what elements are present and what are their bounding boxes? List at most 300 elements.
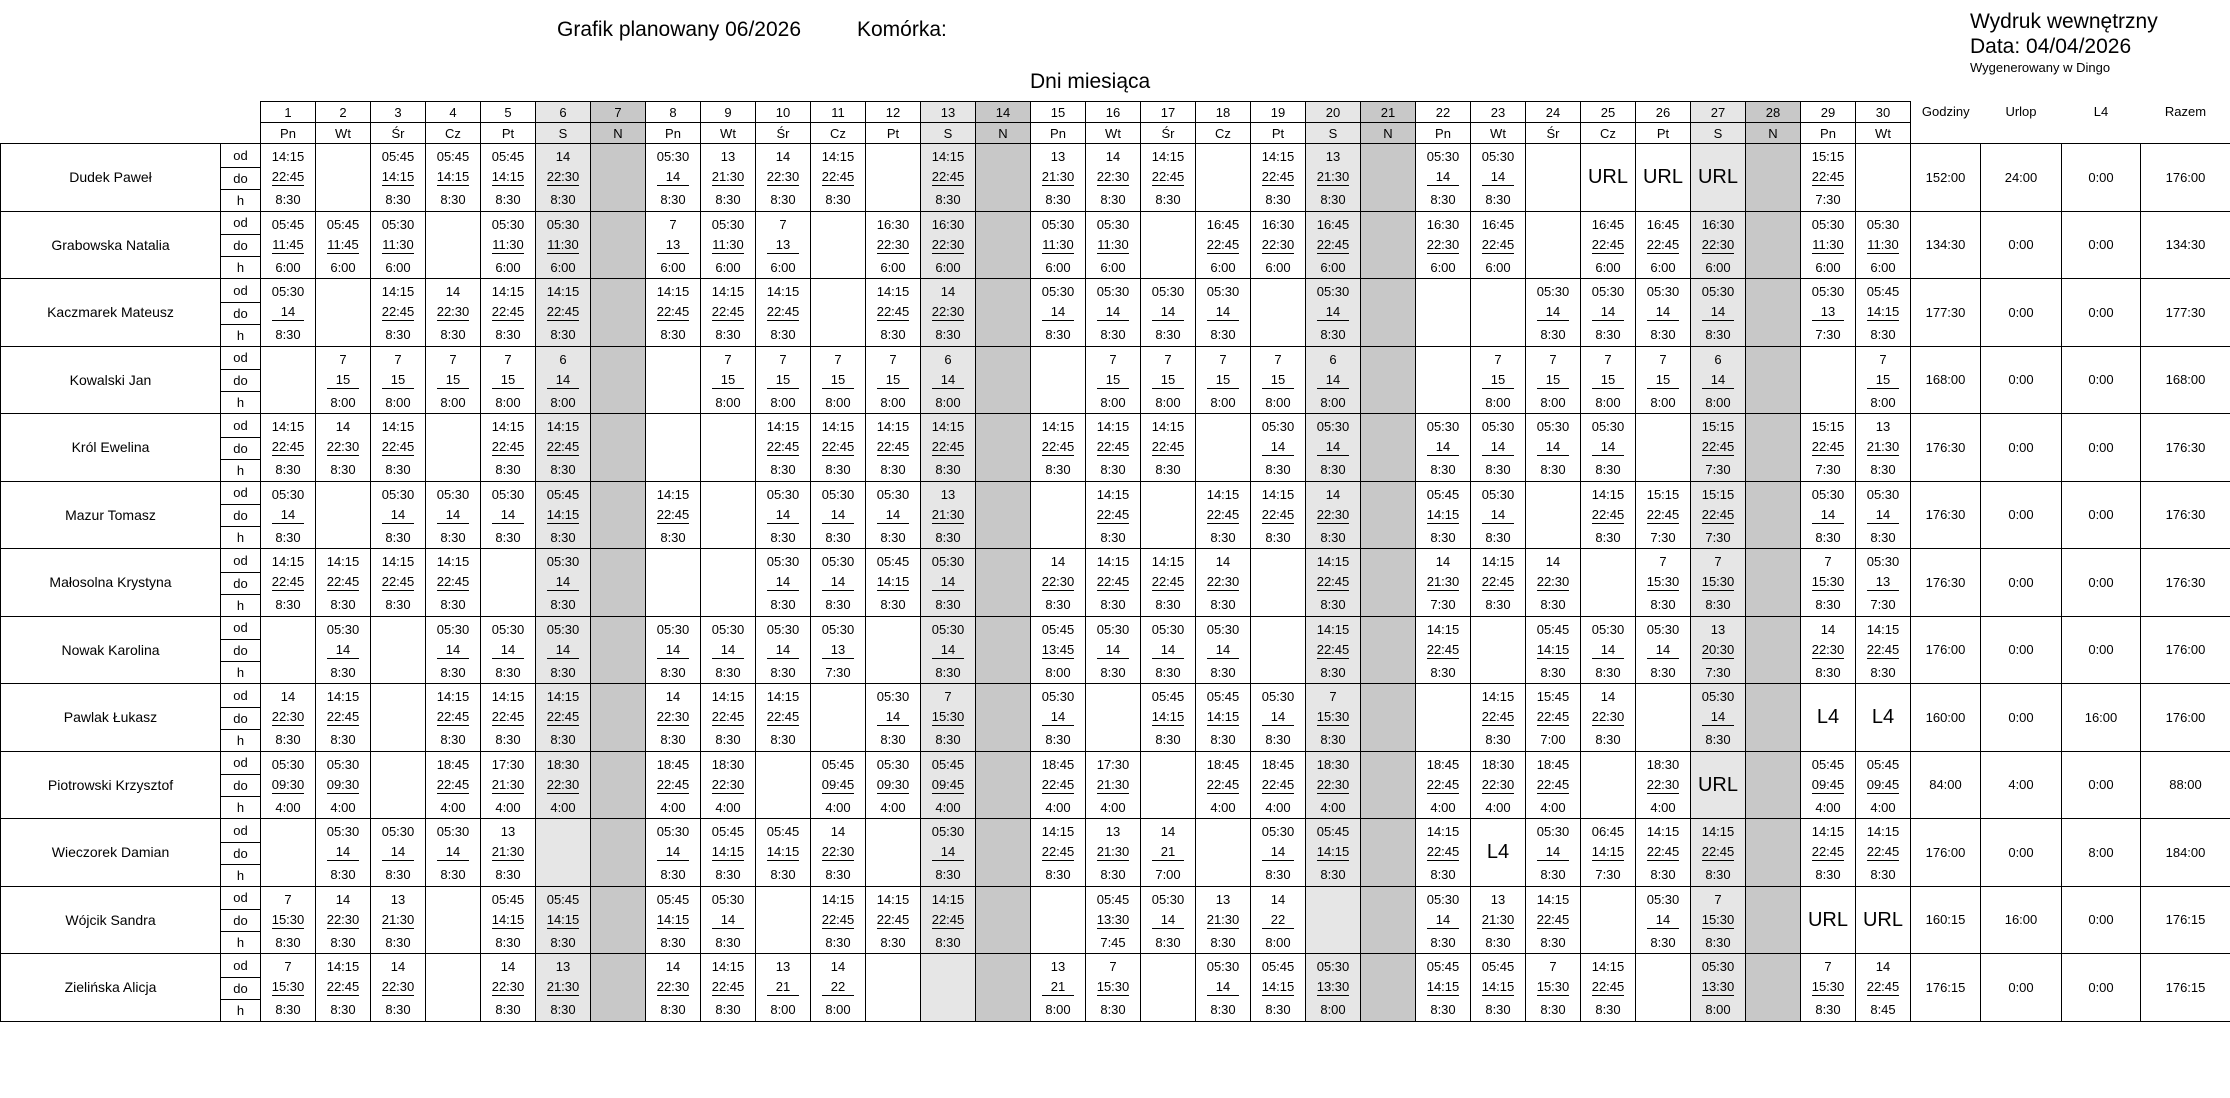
shift-cell [371,954,426,978]
shift-hours: 8:30 [1595,1002,1621,1018]
shift-hours: 8:30 [440,867,466,883]
shift-start: 05:30 [876,756,910,772]
shift-start: 14:15 [1206,486,1240,502]
day-weekday: Pn [1416,123,1471,144]
shift-cell [1746,954,1801,978]
shift-start: 14:15 [766,689,800,704]
shift-cell [1086,211,1141,235]
shift-hours: 8:30 [1210,327,1236,343]
shift-cell [316,707,371,729]
shift-cell [1416,707,1471,729]
shift-cell [1856,594,1911,616]
shift-cell [1416,572,1471,594]
shift-end: 22:45 [931,911,965,927]
shift-start: 05:30 [1316,959,1350,974]
shift-start: 14:15 [1591,959,1625,974]
shift-hours: 6:00 [495,259,521,275]
shift-hours: 8:30 [1320,732,1346,748]
shift-cell [481,640,536,662]
shift-cell [646,257,701,279]
table-row [1,662,2230,684]
shift-cell [1306,437,1361,459]
leave-value: 0:00 [1981,954,2062,1022]
generated-note: Wygenerowany w Dingo [1970,60,2111,75]
shift-start: 05:30 [656,824,690,839]
shift-start: 14:15 [546,284,580,299]
shift-start: 15:15 [1811,149,1845,164]
shift-hours: 8:00 [330,394,356,410]
shift-end: 22:45 [1261,169,1295,184]
shift-end: 13 [822,643,854,659]
shift-cell [1031,235,1086,257]
shift-start: 14:15 [1591,486,1625,502]
shift-hours: 8:30 [1155,664,1181,680]
shift-cell [591,392,646,414]
shift-cell [316,235,371,257]
shift-end: 22:45 [1701,844,1735,859]
shift-end: 14 [1262,710,1294,726]
shift-cell [371,684,426,708]
shift-cell [1141,437,1196,459]
shift-cell [1801,527,1856,549]
shift-cell [1581,932,1636,954]
shift-start: 05:30 [1316,419,1350,434]
shift-hours: 8:30 [385,529,411,545]
shift-cell [866,751,921,775]
shift-cell [1086,392,1141,414]
shift-cell [1196,279,1251,303]
shift-cell [1306,505,1361,527]
shift-hours: 6:00 [550,259,576,275]
shift-hours: 8:30 [715,1002,741,1018]
shift-end: 22:30 [491,979,525,994]
shift-cell [1856,616,1911,640]
shift-cell [1141,977,1196,999]
total-value: 184:00 [2141,819,2230,887]
shift-start: 14 [1270,891,1286,907]
shift-cell [646,616,701,640]
shift-cell [591,797,646,819]
shift-cell [866,864,921,886]
shift-cell [976,594,1031,616]
shift-cell [1141,999,1196,1021]
shift-start: 05:30 [1316,284,1350,299]
shift-end: 14 [547,575,579,591]
day-number: 5 [481,102,536,123]
shift-start: 05:30 [766,554,800,569]
shift-start: 7 [1109,351,1117,367]
shift-start: 05:30 [271,486,305,502]
shift-start: 6 [1714,351,1722,367]
shift-cell [316,932,371,954]
shift-start: 05:45 [491,891,525,907]
shift-cell [261,864,316,886]
shift-cell [756,505,811,527]
shift-cell [1691,954,1746,978]
shift-cell [1471,189,1526,211]
shift-end: 22:45 [546,304,580,319]
shift-hours: 8:30 [1430,1002,1456,1018]
shift-cell [316,279,371,303]
shift-cell [1251,324,1306,346]
shift-start: 14 [1820,621,1836,637]
shift-cell [756,797,811,819]
shift-cell [811,549,866,573]
shift-hours: 6:00 [1595,259,1621,275]
shift-end: 14 [492,508,524,524]
shift-cell [646,932,701,954]
shift-hours: 8:30 [660,934,686,950]
shift-cell [536,819,591,843]
shift-cell [1581,414,1636,438]
shift-cell [921,235,976,257]
shift-cell [371,414,426,438]
shift-start: 14:15 [1261,486,1295,502]
shift-start: 13 [1215,891,1231,907]
shift-start: 18:30 [1646,756,1680,772]
shift-hours: 4:00 [1320,799,1346,815]
leave-value: 0:00 [1981,481,2062,549]
shift-cell [591,144,646,168]
shift-start: 05:30 [1811,486,1845,502]
shift-cell [976,505,1031,527]
shift-hours: 8:00 [1485,394,1511,410]
shift-hours: 8:00 [1265,934,1291,950]
shift-end: 14 [822,575,854,591]
leave-value: 0:00 [1981,616,2062,684]
shift-hours: 8:30 [660,664,686,680]
shift-cell [1471,459,1526,481]
shift-end: 14:15 [1206,709,1240,724]
table-row [1,414,2230,438]
day-number: 15 [1031,102,1086,123]
shift-cell [1361,842,1416,864]
shift-start: 14:15 [876,284,910,299]
shift-cell [371,751,426,775]
shift-cell [1031,999,1086,1021]
shift-cell [1416,775,1471,797]
shift-cell [701,211,756,235]
shift-hours: 8:30 [1320,867,1346,883]
shift-cell [1416,549,1471,573]
shift-cell [1801,414,1856,438]
shift-cell [1856,977,1911,999]
shift-hours: 7:30 [1705,529,1731,545]
shift-start: 16:45 [1591,216,1625,232]
shift-cell [1746,751,1801,775]
shift-cell [1416,144,1471,168]
shift-cell [1801,640,1856,662]
shift-cell [1416,864,1471,886]
shift-start: 05:30 [1426,419,1460,434]
shift-end: 13:30 [1096,911,1130,927]
shift-start: 7 [1164,351,1172,367]
shift-cell [1196,707,1251,729]
shift-end: 21:30 [1096,776,1130,792]
shift-start: 14:15 [491,689,525,704]
shift-cell [1471,662,1526,684]
day-weekday: Wt [1856,123,1911,144]
shift-start: 05:30 [491,621,525,637]
row-label: do [221,775,261,797]
shift-cell [536,459,591,481]
day-number: 1 [261,102,316,123]
shift-hours: 7:30 [1815,462,1841,478]
shift-cell [1636,211,1691,235]
shift-cell [1856,279,1911,303]
shift-start: 7 [1714,554,1722,569]
shift-start: 14 [445,284,461,299]
shift-hours: 8:30 [275,462,301,478]
shift-hours: 6:00 [1485,259,1511,275]
shift-cell [811,797,866,819]
shift-hours: 8:30 [660,327,686,343]
shift-cell [1636,549,1691,573]
shift-start: 05:30 [711,621,745,637]
shift-cell [1251,414,1306,438]
shift-cell [1251,842,1306,864]
shift-end: 14 [492,643,524,659]
shift-start: 14 [830,824,846,839]
shift-cell [1196,572,1251,594]
shift-cell [701,414,756,438]
shift-cell [1416,594,1471,616]
shift-hours: 8:30 [825,462,851,478]
shift-end: 14:15 [1426,506,1460,522]
shift-hours: 8:30 [1430,867,1456,883]
shift-cell [1031,257,1086,279]
shift-cell [536,302,591,324]
shift-cell [1636,346,1691,370]
shift-cell [1691,527,1746,549]
shift-cell [1251,572,1306,594]
shift-cell [756,640,811,662]
shift-start: 14:15 [271,554,305,569]
shift-hours: 8:30 [1320,462,1346,478]
shift-cell [866,505,921,527]
shift-hours: 8:30 [935,867,961,883]
leave-value: 0:00 [1981,819,2062,887]
shift-cell [701,527,756,549]
shift-hours: 8:30 [385,462,411,478]
table-row [1,346,2230,370]
shift-cell [811,279,866,303]
shift-start: 7 [1824,554,1832,569]
shift-cell [1086,910,1141,932]
shift-cell [1801,235,1856,257]
shift-cell [1416,505,1471,527]
shift-cell [1416,370,1471,392]
shift-cell [1086,819,1141,843]
page-title: Grafik planowany 06/2026 [557,18,801,41]
shift-cell [976,167,1031,189]
shift-cell [1801,257,1856,279]
shift-cell [591,729,646,751]
shift-end: 14 [1317,305,1349,321]
shift-cell [646,459,701,481]
shift-end: 14 [1592,440,1624,456]
shift-hours: 8:30 [440,192,466,208]
shift-cell [1801,954,1856,978]
shift-hours: 8:30 [715,867,741,883]
shift-cell [756,302,811,324]
shift-end: 14 [1427,170,1459,186]
day-number: 20 [1306,102,1361,123]
row-label: od [221,886,261,910]
shift-end: 22:45 [1151,574,1185,589]
shift-cell [1306,481,1361,505]
shift-start: 14:15 [436,689,470,704]
employee-name: Nowak Karolina [1,616,221,684]
day-weekday: Cz [1581,123,1636,144]
table-row [1,684,2230,708]
row-label: do [221,437,261,459]
shift-hours: 8:30 [1705,597,1731,613]
shift-cell [1581,797,1636,819]
shift-cell [1086,437,1141,459]
shift-cell [1746,999,1801,1021]
shift-start: 18:45 [1536,756,1570,772]
shift-cell [371,594,426,616]
shift-cell [1526,910,1581,932]
leave-value: 0:00 [1981,346,2062,414]
shift-hours: 8:30 [1595,664,1621,680]
shift-cell [481,775,536,797]
day-number: 6 [536,102,591,123]
day-weekday: Pt [1251,123,1306,144]
shift-cell [1416,842,1471,864]
shift-cell [1031,594,1086,616]
shift-cell [1251,775,1306,797]
shift-cell [1416,257,1471,279]
shift-start: 14 [335,419,351,434]
shift-cell [646,279,701,303]
shift-cell [701,684,756,708]
shift-start: 14:15 [1316,554,1350,569]
day-number: 27 [1691,102,1746,123]
shift-cell [1361,910,1416,932]
shift-cell [1471,505,1526,527]
shift-cell [426,797,481,819]
shift-end: 14 [1482,440,1514,456]
shift-cell [1141,346,1196,370]
shift-end: 15:30 [1096,979,1130,994]
shift-hours: 7:30 [825,664,851,680]
shift-start: 7 [1219,351,1227,367]
shift-start: 14:15 [491,419,525,434]
shift-cell [316,775,371,797]
shift-cell [481,189,536,211]
shift-hours: 8:30 [550,597,576,613]
shift-hours: 8:00 [1705,1002,1731,1018]
shift-cell [866,211,921,235]
shift-cell [316,549,371,573]
shift-cell [1361,729,1416,751]
shift-start: 13 [1325,149,1341,164]
shift-cell [1526,640,1581,662]
shift-hours: 8:00 [770,394,796,410]
shift-start: 05:45 [931,756,965,772]
shift-cell [1141,729,1196,751]
shift-cell [646,640,701,662]
shift-cell [591,999,646,1021]
shift-cell [1471,797,1526,819]
shift-cell [591,437,646,459]
shift-cell [921,819,976,843]
shift-hours: 8:30 [1705,934,1731,950]
shift-end: 15:30 [271,911,305,927]
shift-start: 7 [944,689,952,704]
day-number: 19 [1251,102,1306,123]
shift-cell [756,684,811,708]
shift-end: 22:30 [821,844,855,859]
table-row [1,235,2230,257]
shift-end: 22:45 [381,439,415,454]
shift-cell [646,346,701,370]
shift-cell [1471,257,1526,279]
shift-cell [316,616,371,640]
shift-cell [1306,572,1361,594]
shift-cell [536,370,591,392]
shift-cell [701,346,756,370]
employee-name: Grabowska Natalia [1,211,221,279]
shift-hours: 7:30 [1430,597,1456,613]
shift-end: 22:45 [1646,506,1680,522]
shift-cell [1526,459,1581,481]
shift-end: 14 [1427,913,1459,929]
shift-end: 15 [712,373,744,389]
shift-cell [1031,775,1086,797]
shift-end: 22:45 [326,979,360,994]
shift-cell [1581,527,1636,549]
shift-start: 05:30 [1811,284,1845,299]
shift-cell [1471,481,1526,505]
shift-cell [316,346,371,370]
shift-cell [426,842,481,864]
shift-end: 11:45 [272,236,304,252]
l4-value: 0:00 [2062,346,2141,414]
shift-cell [976,324,1031,346]
shift-cell [756,279,811,303]
shift-end: 22:45 [1591,979,1625,994]
shift-cell [1636,527,1691,549]
shift-cell [261,616,316,640]
shift-cell [1471,211,1526,235]
shift-cell [481,549,536,573]
shift-cell [976,481,1031,505]
shift-cell [261,346,316,370]
shift-start: 14:15 [1866,824,1900,839]
shift-start: 14 [665,689,681,704]
shift-cell [536,481,591,505]
shift-cell [1801,999,1856,1021]
shift-start: 05:30 [1646,621,1680,637]
shift-cell [1196,527,1251,549]
shift-cell [426,257,481,279]
shift-cell [1141,370,1196,392]
shift-cell [371,437,426,459]
shift-cell [646,211,701,235]
shift-cell [921,167,976,189]
shift-cell [1801,370,1856,392]
shift-hours: 8:30 [550,529,576,545]
shift-cell [756,346,811,370]
shift-cell [1361,414,1416,438]
shift-end: 14 [1482,508,1514,524]
table-row [1,797,2230,819]
shift-cell [1526,211,1581,235]
shift-start: 14:15 [711,959,745,974]
